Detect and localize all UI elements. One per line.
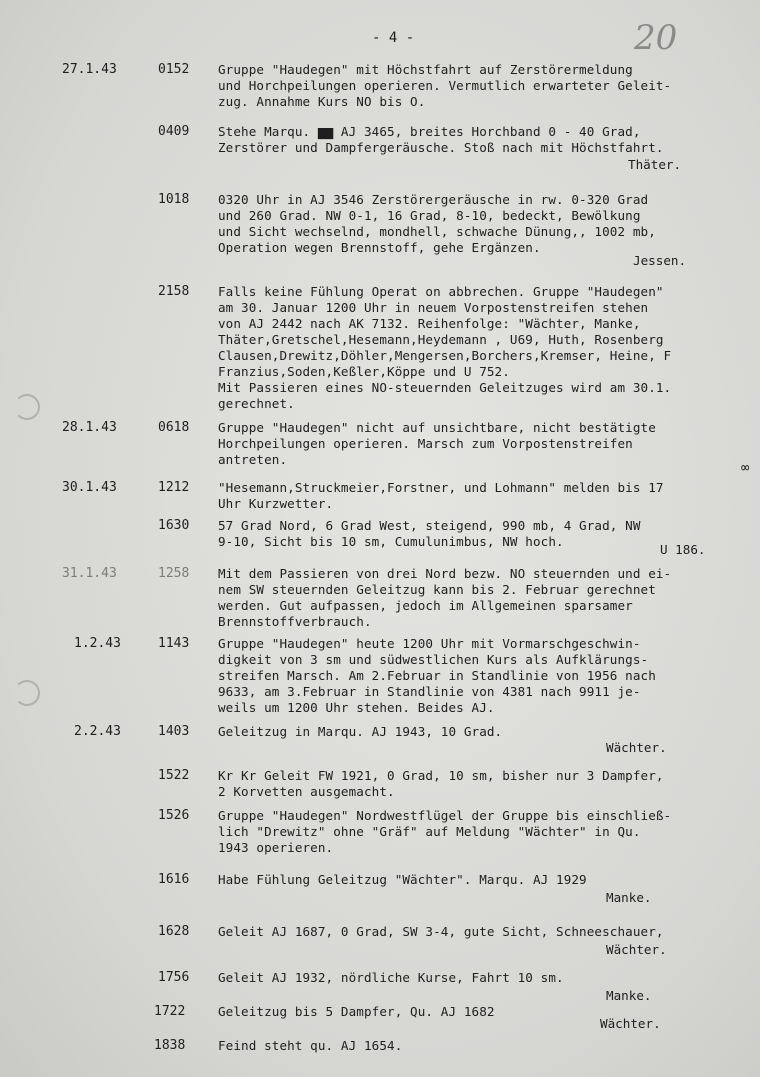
entry-line: Zerstörer und Dampfergeräusche. Stoß nach mit Höchstfahrt.	[218, 140, 664, 155]
entry-time: 0152	[158, 62, 190, 77]
entry-line: 9633, am 3.Februar in Standlinie von 4381 nach 9911 je-	[218, 684, 641, 699]
entry-signature: Thäter.	[628, 157, 682, 172]
entry-line: und Sicht wechselnd, mondhell, schwache Dünung,, 1002 mb,	[218, 224, 656, 239]
entry-signature: Jessen.	[633, 253, 687, 268]
entry-line: lich "Drewitz" ohne "Gräf" auf Meldung "Wächter" in Qu.	[218, 824, 641, 839]
entry-line: antreten.	[218, 452, 288, 467]
entry-line: Falls keine Fühlung Operat on abbrechen. Gruppe "Haudegen"	[218, 284, 664, 299]
entry-line: 0320 Uhr in AJ 3546 Zerstörergeräusche in rw. 0-320 Grad	[218, 192, 649, 207]
entry-line: von AJ 2442 nach AK 7132. Reihenfolge: "Wächter, Manke,	[218, 316, 641, 331]
page-number: - 4 -	[372, 30, 415, 46]
handwritten-page-number: 20	[634, 18, 678, 58]
entry-date: 30.1.43	[62, 480, 117, 495]
entry-time: 1838	[154, 1038, 186, 1053]
entry-line: 57 Grad Nord, 6 Grad West, steigend, 990 mb, 4 Grad, NW	[218, 518, 641, 533]
entry-time: 2158	[158, 284, 190, 299]
entry-signature: Wächter.	[600, 1016, 661, 1031]
entry-date: 2.2.43	[74, 724, 121, 739]
entry-line: Feind steht qu. AJ 1654.	[218, 1038, 403, 1053]
entry-line: 2 Korvetten ausgemacht.	[218, 784, 395, 799]
entry-line: Franzius,Soden,Keßler,Köppe und U 752.	[218, 364, 510, 379]
entry-line: Gruppe "Haudegen" heute 1200 Uhr mit Vormarschgeschwin-	[218, 636, 641, 651]
entry-line: Geleitzug in Marqu. AJ 1943, 10 Grad.	[218, 724, 503, 739]
entry-line: Thäter,Gretschel,Hesemann,Heydemann , U69, Huth, Rosenberg	[218, 332, 664, 347]
entry-line: werden. Gut aufpassen, jedoch im Allgemeinen sparsamer	[218, 598, 633, 613]
entry-line: und 260 Grad. NW 0-1, 16 Grad, 8-10, bedeckt, Bewölkung	[218, 208, 641, 223]
entry-time: 1143	[158, 636, 190, 651]
entry-line: Clausen,Drewitz,Döhler,Mengersen,Borchers,Kremser, Heine, F	[218, 348, 672, 363]
entry-line: digkeit von 3 sm und südwestlichen Kurs als Aufklärungs-	[218, 652, 649, 667]
entry-line: Brennstoffverbrauch.	[218, 614, 372, 629]
entry-time: 1522	[158, 768, 190, 783]
entry-line: weils um 1200 Uhr stehen. Beides AJ.	[218, 700, 495, 715]
entry-line: Mit Passieren eines NO-steuernden Geleitzuges wird am 30.1.	[218, 380, 672, 395]
entry-line: Gruppe "Haudegen" Nordwestflügel der Gruppe bis einschließ-	[218, 808, 672, 823]
entry-time: 1616	[158, 872, 190, 887]
margin-mark: ∞	[741, 460, 750, 476]
entry-time: 1526	[158, 808, 190, 823]
entry-line: Kr Kr Geleit FW 1921, 0 Grad, 10 sm, bisher nur 3 Dampfer,	[218, 768, 664, 783]
entry-time: 1722	[154, 1004, 186, 1019]
entry-signature: Manke.	[606, 890, 652, 905]
entry-line: gerechnet.	[218, 396, 295, 411]
entry-line: Uhr Kurzwetter.	[218, 496, 334, 511]
entry-time: 1403	[158, 724, 190, 739]
entry-line: Stehe Marqu. ▆▆ AJ 3465, breites Horchband 0 - 40 Grad,	[218, 124, 641, 139]
entry-line: Operation wegen Brennstoff, gehe Ergänzen.	[218, 240, 541, 255]
entry-line: und Horchpeilungen operieren. Vermutlich erwarteter Geleit-	[218, 78, 672, 93]
entry-time: 0618	[158, 420, 190, 435]
entry-line: 9-10, Sicht bis 10 sm, Cumulunimbus, NW hoch.	[218, 534, 564, 549]
entry-line: streifen Marsch. Am 2.Februar in Standlinie von 1956 nach	[218, 668, 656, 683]
punch-hole	[14, 680, 40, 706]
entry-signature: U 186.	[660, 542, 706, 557]
entry-signature: Wächter.	[606, 740, 667, 755]
entry-time: 1018	[158, 192, 190, 207]
entry-line: nem SW steuernden Geleitzug kann bis 2. Februar gerechnet	[218, 582, 656, 597]
entry-date: 28.1.43	[62, 420, 117, 435]
entry-time: 0409	[158, 124, 190, 139]
entry-line: zug. Annahme Kurs NO bis O.	[218, 94, 426, 109]
entry-time: 1628	[158, 924, 190, 939]
punch-hole	[14, 394, 40, 420]
entry-line: 1943 operieren.	[218, 840, 334, 855]
entry-time: 1756	[158, 970, 190, 985]
entry-line: Gruppe "Haudegen" nicht auf unsichtbare, nicht bestätigte	[218, 420, 656, 435]
entry-time: 1212	[158, 480, 190, 495]
entry-line: Geleit AJ 1687, 0 Grad, SW 3-4, gute Sicht, Schneeschauer,	[218, 924, 664, 939]
entry-line: Geleitzug bis 5 Dampfer, Qu. AJ 1682	[218, 1004, 495, 1019]
entry-line: am 30. Januar 1200 Uhr in neuem Vorpostenstreifen stehen	[218, 300, 649, 315]
entry-date: 1.2.43	[74, 636, 121, 651]
entry-time: 1258	[158, 566, 190, 581]
entry-signature: Manke.	[606, 988, 652, 1003]
entry-line: Horchpeilungen operieren. Marsch zum Vorpostenstreifen	[218, 436, 633, 451]
entry-date: 31.1.43	[62, 566, 117, 581]
entry-line: Habe Fühlung Geleitzug "Wächter". Marqu. AJ 1929	[218, 872, 587, 887]
entry-line: Geleit AJ 1932, nördliche Kurse, Fahrt 10 sm.	[218, 970, 564, 985]
entry-time: 1630	[158, 518, 190, 533]
entry-line: Mit dem Passieren von drei Nord bezw. NO steuernden und ei-	[218, 566, 672, 581]
entry-line: "Hesemann,Struckmeier,Forstner, und Lohmann" melden bis 17	[218, 480, 664, 495]
entry-date: 27.1.43	[62, 62, 117, 77]
entry-signature: Wächter.	[606, 942, 667, 957]
entry-line: Gruppe "Haudegen" mit Höchstfahrt auf Zerstörermeldung	[218, 62, 633, 77]
